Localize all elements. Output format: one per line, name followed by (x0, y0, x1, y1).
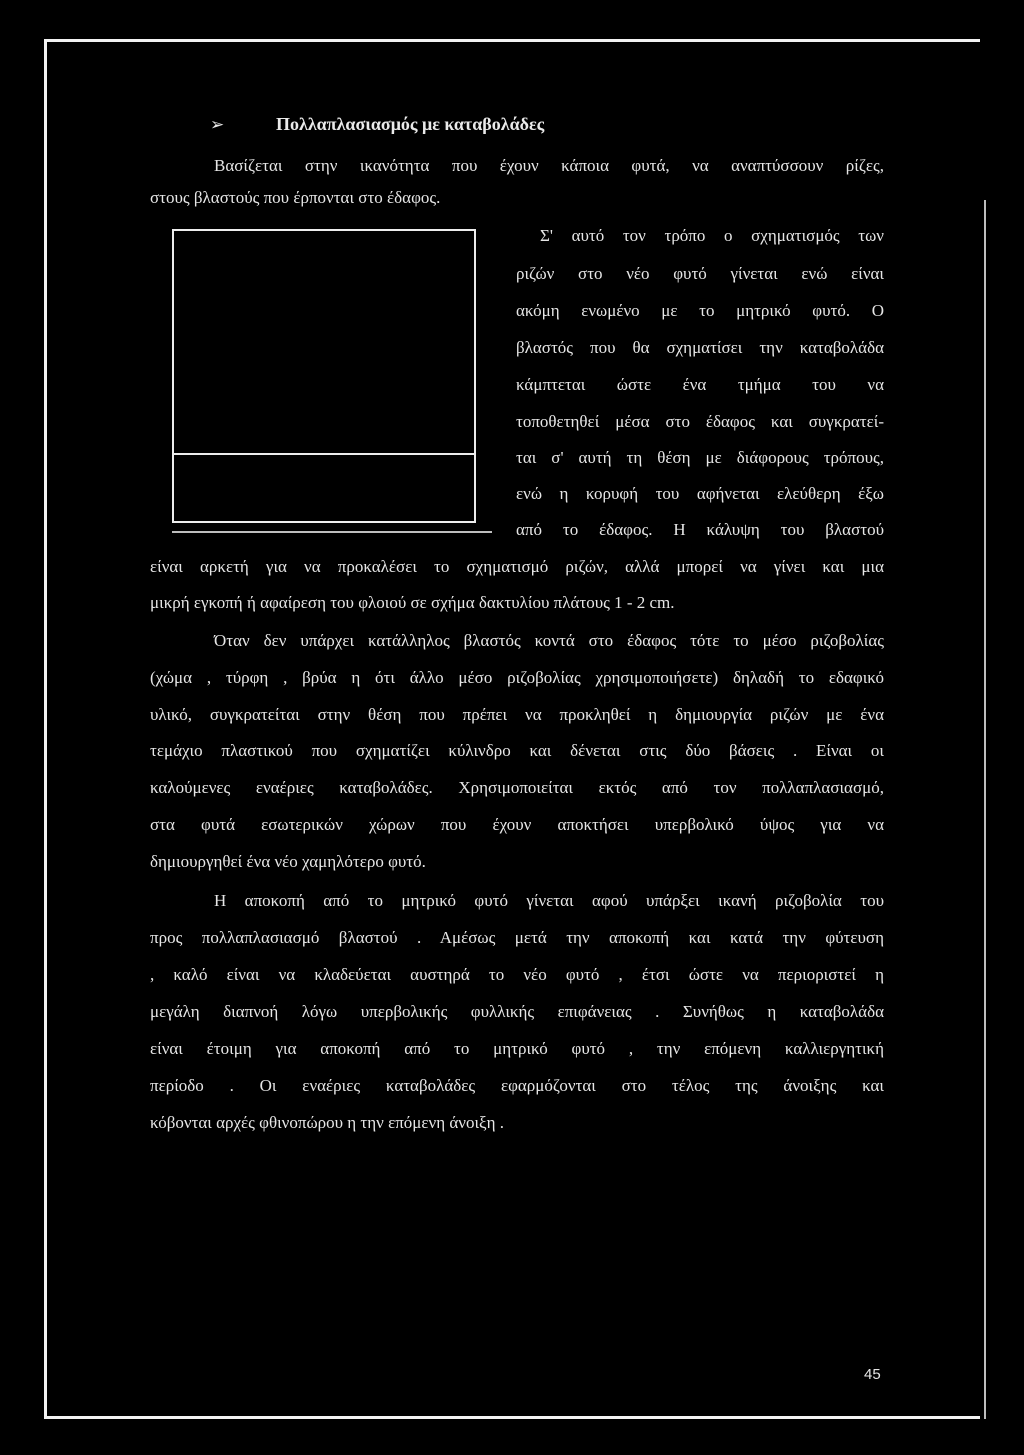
page-border-top (44, 39, 980, 42)
body-text-line: είναι αρκετή για να προκαλέσει το σχηματισμό ριζών, αλλά μπορεί να γίνει και μια (150, 557, 884, 576)
body-text-line: Όταν δεν υπάρχει κατάλληλος βλαστός κοντά στο έδαφος τότε το μέσο ριζοβολίας (214, 631, 884, 650)
body-text-line: καλούμενες εναέριες καταβολάδες. Χρησιμοποιείται εκτός από τον πολλαπλασιασμό, (150, 778, 884, 797)
body-text-line: είναι έτοιμη για αποκοπή από το μητρικό φυτό , την επόμενη καλλιεργητική (150, 1039, 884, 1058)
body-text-line: περίοδο . Οι εναέριες καταβολάδες εφαρμόζονται στο τέλος της άνοιξης και (150, 1076, 884, 1095)
body-text-line: προς πολλαπλασιασμό βλαστού . Αμέσως μετά την αποκοπή και κατά την φύτευση (150, 928, 884, 947)
body-text-line: (χώμα , τύρφη , βρύα η ότι άλλο μέσο ριζοβολίας χρησιμοποιήσετε) δηλαδή το εδαφικό (150, 668, 884, 687)
intro-line: Βασίζεται στην ικανότητα που έχουν κάποια φυτά, να αναπτύσσουν ρίζες, (214, 156, 884, 175)
page-border-bottom (44, 1416, 980, 1419)
page-number: 45 (864, 1366, 881, 1383)
body-text-line: μεγάλη διαπνοή λόγω υπερβολικής φυλλικής επιφάνειας . Συνήθως η καταβολάδα (150, 1002, 884, 1021)
page-border-right (984, 200, 986, 1419)
body-text-line: δημιουργηθεί ένα νέο χαμηλότερο φυτό. (150, 852, 426, 871)
body-text-line: στα φυτά εσωτερικών χώρων που έχουν αποκτήσει υπερβολικό ύψος για να (150, 815, 884, 834)
body-text-line: κόβονται αρχές φθινοπώρου η την επόμενη άνοιξη . (150, 1113, 505, 1132)
side-text-line: ριζών στο νέο φυτό γίνεται ενώ είναι (516, 264, 884, 283)
bullet-arrow-icon: ➢ (210, 115, 225, 135)
intro-line: στους βλαστούς που έρπονται στο έδαφος. (150, 188, 441, 207)
side-text-line: από το έδαφος. Η κάλυψη του βλαστού (516, 520, 884, 539)
figure-frame (172, 229, 476, 523)
section-title: Πολλαπλασιασμός με καταβολάδες (276, 114, 545, 134)
body-text-line: τεμάχιο πλαστικού που σχηματίζει κύλινδρο και δένεται στις δύο βάσεις . Είναι οι (150, 741, 884, 760)
side-text-line: ται σ' αυτή τη θέση με διάφορους τρόπους, (516, 448, 884, 467)
side-text-line: βλαστός που θα σχηματίσει την καταβολάδα (516, 338, 884, 357)
side-text-line: τοποθετηθεί μέσα στο έδαφος και συγκρατεί- (516, 412, 884, 431)
body-text-line: Η αποκοπή από το μητρικό φυτό γίνεται αφού υπάρξει ικανή ριζοβολία του (214, 891, 884, 910)
section-heading (210, 114, 544, 135)
body-text-line: υλικό, συγκρατείται στην θέση που πρέπει να προκληθεί η δημιουργία ριζών με ένα (150, 705, 884, 724)
body-text-line: , καλό είναι να κλαδεύεται αυστηρά το νέο φυτό , έτσι ώστε να περιοριστεί η (150, 965, 884, 984)
body-text-line: μικρή εγκοπή ή αφαίρεση του φλοιού σε σχήμα δακτυλίου πλάτους 1 - 2 cm. (150, 593, 675, 612)
side-text-line: κάμπτεται ώστε ένα τμήμα του να (516, 375, 884, 394)
figure-shadow-line (172, 531, 492, 533)
page-border-left (44, 39, 47, 1419)
figure-divider (172, 453, 476, 455)
side-text-line: ακόμη ενωμένο με το μητρικό φυτό. Ο (516, 301, 884, 320)
side-text-line: ενώ η κορυφή του αφήνεται ελεύθερη έξω (516, 484, 884, 503)
side-text-line: Σ' αυτό τον τρόπο ο σχηματισμός των (540, 226, 884, 245)
